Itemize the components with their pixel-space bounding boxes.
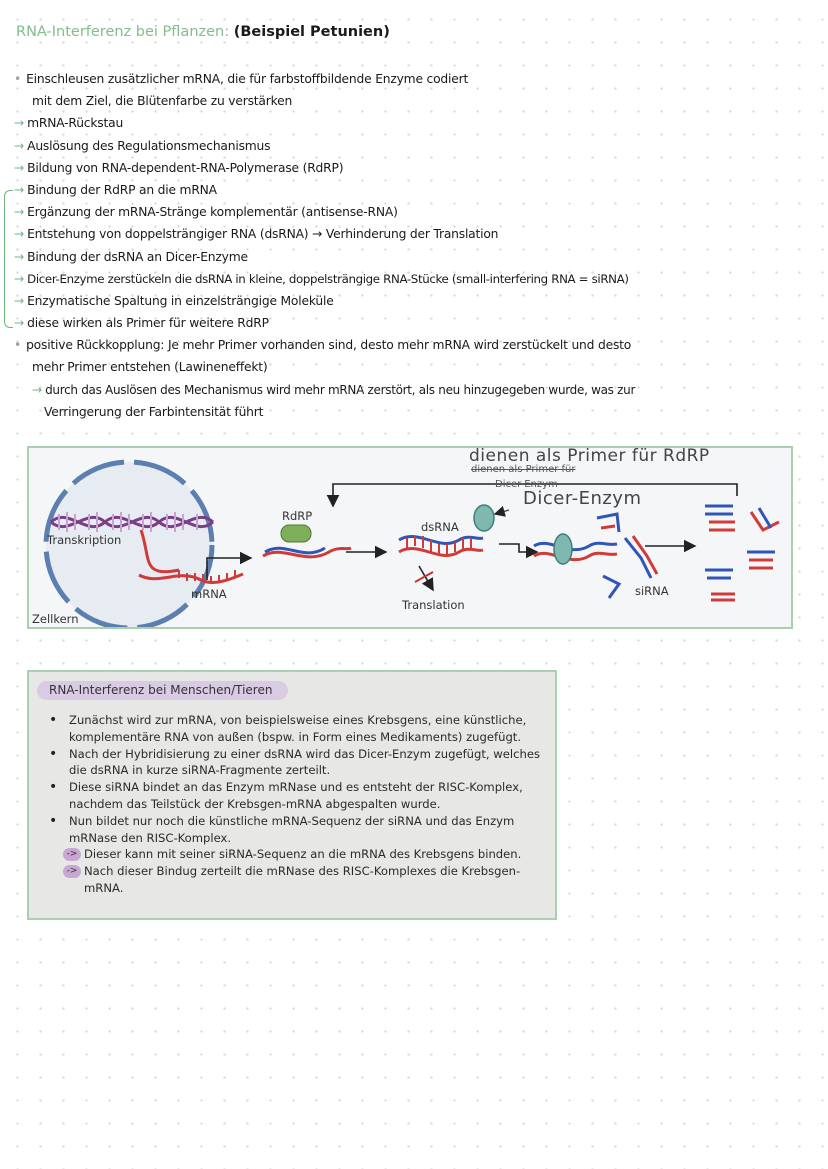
note-line: → mRNA-Rückstau [14,116,124,131]
note-line: → Bildung von RNA-dependent-RNA-Polymerase (RdRP) [14,160,344,175]
arrow-right-icon: → [14,316,25,331]
dicer-enzyme-shape [474,505,494,531]
label-transkription: Transkription [47,533,122,547]
title-example: (Beispiel Petunien) [233,24,390,40]
note-line: → Dicer-Enzyme zerstückeln die dsRNA in kleine, doppelsträngige RNA-Stücke (small-interfering RNA = siRNA) [14,271,629,286]
label-translation: Translation [402,598,465,612]
printed-dicer-label: Dicer-Enzym [495,479,558,490]
rdrp-complex [263,525,351,557]
arrow-chip-icon: -> [63,848,81,861]
arrow-right-icon: → [14,205,25,220]
list-item: • Nun bildet nur noch die künstliche mRNA-Sequenz der siRNA und das Enzym mRNase den RISC-Komplex. [47,813,552,847]
printed-primer-note: dienen als Primer für [471,464,576,475]
arrow-right-icon: → [14,293,25,308]
step-arrow [499,544,537,552]
feedback-loop-bracket [4,190,13,328]
note-line: → Auslösung des Regulationsmechanismus [14,138,271,153]
dsrna-molecule [399,536,483,555]
handwritten-primer-note: dienen als Primer für RdRP [469,446,710,466]
note-line: → Bindung der RdRP an die mRNA [14,182,217,197]
list-item: • Zunächst wird zur mRNA, von beispielsweise eines Krebsgens, eine künstliche, komplementäre RNA von außen (bspw. in Form eines Medikaments) zugefügt. [47,712,552,746]
arrow-right-icon: → [14,249,25,264]
list-subitem: -> Dieser kann mit seiner siRNA-Sequenz an die mRNA des Krebsgens binden. [47,846,552,863]
label-mrna: mRNA [191,587,227,601]
arrow-right-icon: → [14,138,25,153]
list-subitem: -> Nach dieser Bindug zerteilt die mRNase des RISC-Komplexes die Krebsgen-mRNA. [47,863,552,897]
page-title [16,24,390,40]
box-list [47,712,552,897]
rnai-figure [27,446,793,629]
label-dsrna: dsRNA [421,520,459,534]
step-arrow [207,558,251,580]
note-line: mit dem Ziel, die Blütenfarbe zu verstärken [32,94,293,109]
arrow-chip-icon: -> [63,865,81,878]
list-item: • Nach der Hybridisierung zu einer dsRNA wird das Dicer-Enzym zugefügt, welches die dsRNA in kurze siRNA-Fragmente zerteilt. [47,746,552,780]
note-line: → Ergänzung der mRNA-Stränge komplementär (antisense-RNA) [14,205,398,220]
note-line: • Einschleusen zusätzlicher mRNA, die für farbstoffbildende Enzyme codiert [14,72,469,86]
arrow-right-icon: → [14,271,25,286]
dicer-pointer-arrow [495,510,509,514]
bullet-dot-icon: • [14,72,22,86]
arrow-right-icon: → [14,116,25,131]
handwritten-notes [14,68,814,423]
label-zellkern: Zellkern [32,612,79,626]
note-line: • positive Rückkopplung: Je mehr Primer vorhanden sind, desto mehr mRNA wird zerstückelt und desto [14,338,632,353]
note-line: → Bindung der dsRNA an Dicer-Enzyme [14,249,248,264]
note-line: Verringerung der Farbintensität führt [44,404,264,419]
arrow-right-icon: → [14,227,25,242]
blocked-translation-arrow [415,566,433,590]
note-line: → Enzymatische Spaltung in einzelsträngige Moleküle [14,293,334,308]
handwritten-dicer-label: Dicer-Enzym [523,488,642,509]
list-item: • Diese siRNA bindet an das Enzym mRNase und es entsteht der RISC-Komplex, nachdem das Teilstück der Krebsgen-mRNA abgespalten wurde. [47,779,552,813]
label-rdrp: RdRP [282,509,313,523]
box-heading: RNA-Interferenz bei Menschen/Tieren [37,681,288,700]
note-line: → diese wirken als Primer für weitere RdRP [14,316,269,331]
note-line: → durch das Auslösen des Mechanismus wird mehr mRNA zerstört, als neu hinzugegeben wurde, was zur [32,382,636,397]
label-sirna: siRNA [635,584,669,598]
note-line: → Entstehung von doppelsträngiger RNA (dsRNA) → Verhinderung der Translation [14,227,499,242]
arrow-right-icon: → [14,182,25,197]
info-box-humans-animals [27,670,557,920]
bullet-dot-icon: • [14,338,22,353]
title-topic: RNA-Interferenz bei Pflanzen: [16,24,230,40]
arrow-right-icon: → [32,382,43,397]
arrow-right-icon: → [14,160,25,175]
sirna-fragments [705,506,779,600]
note-line: mehr Primer entstehen (Lawineneffekt) [32,360,268,375]
